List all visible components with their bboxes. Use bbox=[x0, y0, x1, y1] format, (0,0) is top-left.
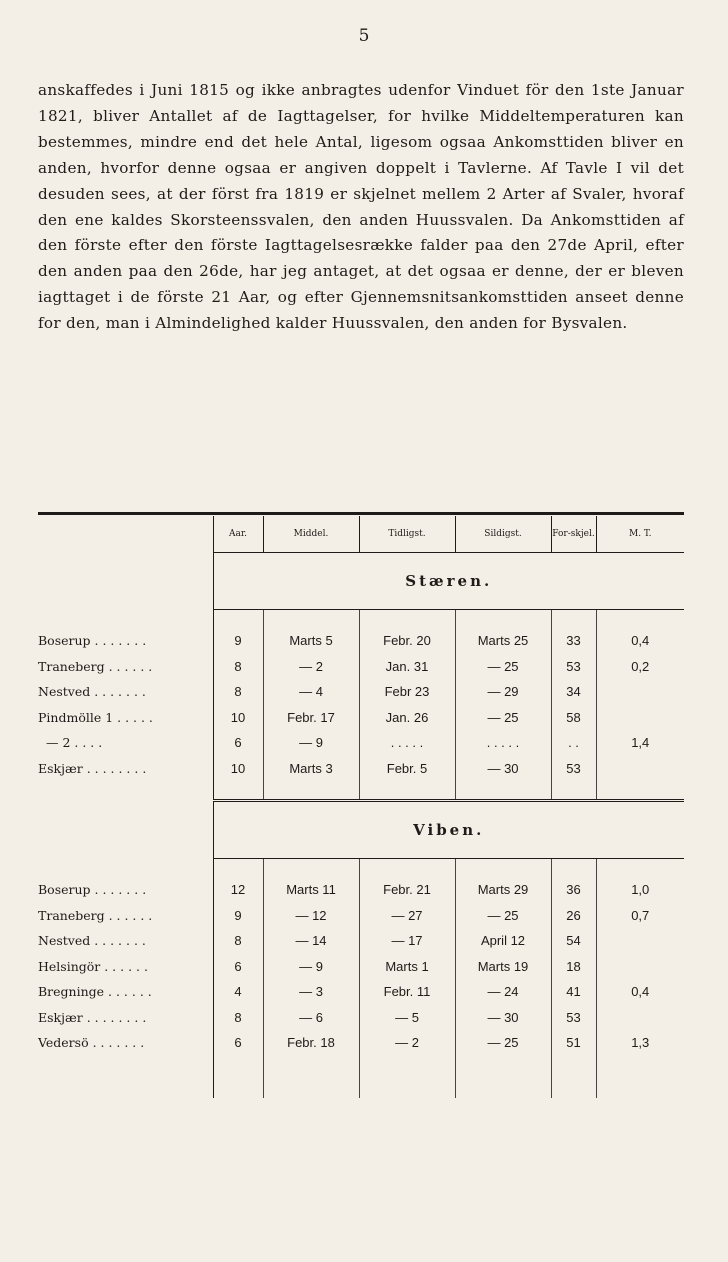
cell-middel: — 9 bbox=[263, 730, 359, 756]
table-row bbox=[38, 730, 684, 756]
cell-mt bbox=[596, 1005, 684, 1031]
place-name: Vedersö . . . . . . . bbox=[38, 1030, 213, 1056]
section-end-spacer bbox=[38, 781, 684, 801]
cell-middel: Febr. 18 bbox=[263, 1030, 359, 1056]
cell-mt: 0,4 bbox=[631, 984, 650, 1000]
cell-tidligst: — 5 bbox=[359, 1005, 455, 1031]
spacer-cell bbox=[213, 859, 263, 878]
place-name: — 2 . . . . bbox=[38, 730, 213, 756]
cell-sildigst: — 29 bbox=[455, 679, 551, 705]
cell-tidligst: Jan. 31 bbox=[359, 654, 455, 680]
cell-middel: — 6 bbox=[263, 1005, 359, 1031]
table-row bbox=[38, 954, 684, 980]
spacer-cell bbox=[38, 1056, 213, 1098]
cell-mt: 0,2 bbox=[631, 658, 650, 674]
cell-sildigst: Marts 25 bbox=[455, 628, 551, 654]
cell-sildigst: — 30 bbox=[455, 756, 551, 782]
section-end-spacer bbox=[38, 1056, 684, 1098]
spacer-cell bbox=[38, 859, 213, 878]
section-title: Viben. bbox=[213, 801, 684, 859]
place-name: Boserup . . . . . . . bbox=[38, 628, 213, 654]
cell-middel: — 2 bbox=[263, 654, 359, 680]
cell-middel: Marts 5 bbox=[263, 628, 359, 654]
table-row bbox=[38, 1005, 684, 1031]
spacer-cell bbox=[596, 610, 684, 629]
table-row bbox=[38, 928, 684, 954]
spacer-cell bbox=[359, 859, 455, 878]
cell-aar: 8 bbox=[213, 928, 263, 954]
place-name: Boserup . . . . . . . bbox=[38, 877, 213, 903]
spacer-cell bbox=[263, 781, 359, 801]
cell-tidligst: Jan. 26 bbox=[359, 705, 455, 731]
spacer-cell bbox=[596, 859, 684, 878]
cell-mt bbox=[596, 928, 684, 954]
cell-forskjel: 53 bbox=[551, 654, 596, 680]
cell-mt bbox=[596, 705, 684, 731]
section-blank-cell bbox=[38, 553, 213, 610]
section-blank-cell bbox=[38, 801, 213, 859]
cell-forskjel: 41 bbox=[551, 979, 596, 1005]
cell-mt: 1,0 bbox=[631, 882, 650, 898]
spacer-cell bbox=[455, 781, 551, 801]
table-row bbox=[38, 654, 684, 680]
spacer-cell bbox=[455, 1056, 551, 1098]
table-row bbox=[38, 628, 684, 654]
cell-sildigst: April 12 bbox=[455, 928, 551, 954]
cell-sildigst: — 30 bbox=[455, 1005, 551, 1031]
spacer-cell bbox=[359, 1056, 455, 1098]
section-spacer bbox=[38, 610, 684, 629]
cell-mt: 0,7 bbox=[631, 907, 650, 923]
cell-middel: Marts 3 bbox=[263, 756, 359, 782]
table-row bbox=[38, 679, 684, 705]
cell-tidligst: Febr. 20 bbox=[359, 628, 455, 654]
cell-aar: 10 bbox=[213, 756, 263, 782]
cell-forskjel: 26 bbox=[551, 903, 596, 929]
header-sildigst: Sildigst. bbox=[455, 516, 551, 553]
spacer-cell bbox=[359, 610, 455, 629]
spacer-cell bbox=[455, 859, 551, 878]
spacer-cell bbox=[38, 781, 213, 801]
cell-forskjel: 53 bbox=[551, 1005, 596, 1031]
cell-middel: — 14 bbox=[263, 928, 359, 954]
cell-tidligst: . . . . . bbox=[359, 730, 455, 756]
cell-aar: 8 bbox=[213, 1005, 263, 1031]
table-row bbox=[38, 756, 684, 782]
arrival-table bbox=[38, 516, 684, 1098]
spacer-cell bbox=[359, 781, 455, 801]
table-body bbox=[38, 553, 684, 1098]
table-top-rule bbox=[38, 512, 684, 515]
cell-tidligst: Febr 23 bbox=[359, 679, 455, 705]
cell-aar: 4 bbox=[213, 979, 263, 1005]
cell-forskjel: 34 bbox=[551, 679, 596, 705]
place-name: Pindmölle 1 . . . . . bbox=[38, 705, 213, 731]
cell-mt: 1,4 bbox=[631, 735, 650, 751]
arrival-table-container bbox=[38, 512, 684, 1098]
place-name: Traneberg . . . . . . bbox=[38, 654, 213, 680]
cell-forskjel: 18 bbox=[551, 954, 596, 980]
cell-forskjel: 53 bbox=[551, 756, 596, 782]
cell-aar: 12 bbox=[213, 877, 263, 903]
cell-middel: Marts 11 bbox=[263, 877, 359, 903]
header-blank bbox=[38, 516, 213, 553]
cell-forskjel: 51 bbox=[551, 1030, 596, 1056]
cell-forskjel: . . bbox=[551, 730, 596, 756]
cell-aar: 6 bbox=[213, 1030, 263, 1056]
spacer-cell bbox=[263, 1056, 359, 1098]
cell-sildigst: — 24 bbox=[455, 979, 551, 1005]
spacer-cell bbox=[551, 610, 596, 629]
cell-middel: — 4 bbox=[263, 679, 359, 705]
place-name: Helsingör . . . . . . bbox=[38, 954, 213, 980]
cell-middel: — 12 bbox=[263, 903, 359, 929]
place-name: Eskjær . . . . . . . . bbox=[38, 756, 213, 782]
section-title-row bbox=[38, 801, 684, 859]
cell-mt: 1,3 bbox=[631, 1035, 650, 1051]
spacer-cell bbox=[263, 859, 359, 878]
cell-middel: — 3 bbox=[263, 979, 359, 1005]
table-row bbox=[38, 705, 684, 731]
place-name: Traneberg . . . . . . bbox=[38, 903, 213, 929]
section-title-row bbox=[38, 553, 684, 610]
place-name: Eskjær . . . . . . . . bbox=[38, 1005, 213, 1031]
cell-sildigst: — 25 bbox=[455, 705, 551, 731]
spacer-cell bbox=[596, 1056, 684, 1098]
spacer-cell bbox=[551, 1056, 596, 1098]
spacer-cell bbox=[213, 781, 263, 801]
table-row bbox=[38, 903, 684, 929]
cell-forskjel: 54 bbox=[551, 928, 596, 954]
spacer-cell bbox=[263, 610, 359, 629]
section-title: Stæren. bbox=[213, 553, 684, 610]
cell-middel: Febr. 17 bbox=[263, 705, 359, 731]
cell-sildigst: Marts 19 bbox=[455, 954, 551, 980]
cell-forskjel: 58 bbox=[551, 705, 596, 731]
cell-aar: 8 bbox=[213, 654, 263, 680]
table-row bbox=[38, 877, 684, 903]
cell-mt: 0,4 bbox=[631, 633, 650, 649]
table-header-row bbox=[38, 516, 684, 553]
cell-mt bbox=[596, 679, 684, 705]
cell-forskjel: 33 bbox=[551, 628, 596, 654]
header-mt: M. T. bbox=[596, 516, 684, 553]
section-spacer bbox=[38, 859, 684, 878]
spacer-cell bbox=[551, 859, 596, 878]
cell-tidligst: — 2 bbox=[359, 1030, 455, 1056]
cell-sildigst: — 25 bbox=[455, 903, 551, 929]
page-number: 5 bbox=[358, 26, 370, 46]
spacer-cell bbox=[213, 1056, 263, 1098]
spacer-cell bbox=[551, 781, 596, 801]
cell-sildigst: — 25 bbox=[455, 1030, 551, 1056]
spacer-cell bbox=[596, 781, 684, 801]
header-aar: Aar. bbox=[213, 516, 263, 553]
spacer-cell bbox=[38, 610, 213, 629]
cell-tidligst: Febr. 11 bbox=[359, 979, 455, 1005]
table-row bbox=[38, 979, 684, 1005]
cell-tidligst: — 27 bbox=[359, 903, 455, 929]
cell-aar: 10 bbox=[213, 705, 263, 731]
cell-aar: 6 bbox=[213, 730, 263, 756]
cell-sildigst: Marts 29 bbox=[455, 877, 551, 903]
spacer-cell bbox=[455, 610, 551, 629]
place-name: Nestved . . . . . . . bbox=[38, 679, 213, 705]
header-middel: Middel. bbox=[263, 516, 359, 553]
place-name: Bregninge . . . . . . bbox=[38, 979, 213, 1005]
cell-aar: 9 bbox=[213, 628, 263, 654]
spacer-cell bbox=[213, 610, 263, 629]
cell-mt bbox=[596, 954, 684, 980]
cell-forskjel: 36 bbox=[551, 877, 596, 903]
cell-aar: 6 bbox=[213, 954, 263, 980]
cell-tidligst: Febr. 21 bbox=[359, 877, 455, 903]
place-name: Nestved . . . . . . . bbox=[38, 928, 213, 954]
cell-tidligst: — 17 bbox=[359, 928, 455, 954]
body-paragraph: anskaffedes i Juni 1815 og ikke anbragtes udenfor Vinduet för den 1ste Januar 1821, bliver Antallet af de Iagttagelser, for hvilke Middeltemperaturen kan bestemmes, mindre end det hele Antal, ligesom ogsaa Ankomsttiden bliver en anden, hvorfor denne ogsaa er angiven doppelt i Tavlerne. Af Tavle I vil det desuden sees, at der först fra 1819 er skjelnet mellem 2 Arter af Svaler, hvoraf den ene kaldes Skorsteenssvalen, den anden Huussvalen. Da Ankomsttiden af den förste efter den förste Iagttagelsesrække falder paa den 27de April, efter den anden paa den 26de, har jeg antaget, at det ogsaa er denne, der er bleven iagttaget i de förste 21 Aar, og efter Gjennemsnitsankomsttiden anseet denne for den, man i Almindelighed kalder Huussvalen, den anden for Bysvalen. bbox=[38, 81, 684, 333]
cell-aar: 9 bbox=[213, 903, 263, 929]
cell-middel: — 9 bbox=[263, 954, 359, 980]
cell-sildigst: . . . . . bbox=[455, 730, 551, 756]
header-forskjel: For-skjel. bbox=[551, 516, 596, 553]
cell-mt bbox=[596, 756, 684, 782]
cell-tidligst: Marts 1 bbox=[359, 954, 455, 980]
header-tidligst: Tidligst. bbox=[359, 516, 455, 553]
cell-tidligst: Febr. 5 bbox=[359, 756, 455, 782]
cell-sildigst: — 25 bbox=[455, 654, 551, 680]
table-row bbox=[38, 1030, 684, 1056]
cell-aar: 8 bbox=[213, 679, 263, 705]
